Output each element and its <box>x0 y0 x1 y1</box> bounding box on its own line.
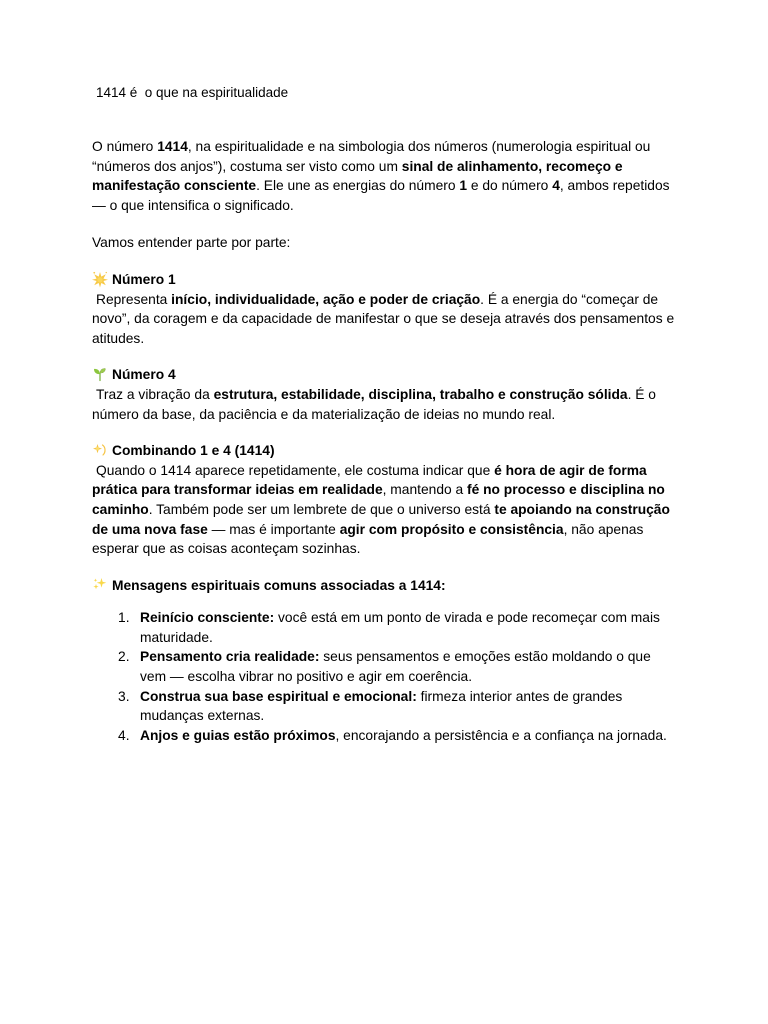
list-item <box>92 608 678 647</box>
section-heading-text: Número 4 <box>112 367 176 383</box>
section-text-2: . É o número da base, da paciência e da materialização de ideias no mundo real. <box>92 386 656 422</box>
section-heading-text: Combinando 1 e 4 (1414) <box>112 443 275 459</box>
section-body-numero-4 <box>92 385 678 424</box>
intro-text-5: , ambos repetidos — o que intensifica o significado. <box>92 178 670 213</box>
list-item-text: , encorajando a persistência e a confiança na jornada. <box>335 727 667 743</box>
comb-text-3: . Também pode ser um lembrete de que o universo está <box>148 501 495 517</box>
section-heading-mensagens <box>92 576 678 596</box>
intro-bold-one: 1 <box>459 178 468 194</box>
section-heading-text: Mensagens espirituais comuns associadas a 1414: <box>112 577 446 593</box>
intro-text-2: , na espiritualidade e na simbologia dos números (numerologia espiritual ou “números dos anjos”), costuma ser visto como um <box>92 139 651 174</box>
section-text-1: Representa <box>96 291 172 307</box>
messages-list <box>92 608 678 745</box>
comb-text-4: — mas é importante <box>207 521 340 537</box>
list-item-text: firmeza interior antes de grandes mudanças externas. <box>140 688 623 724</box>
section-bold-1: início, individualidade, ação e poder de criação <box>171 291 481 307</box>
shooting-star-icon <box>92 442 108 457</box>
section-body-numero-1 <box>92 290 678 349</box>
spacer <box>92 253 678 270</box>
comb-text-2: , mantendo a <box>382 482 468 498</box>
section-body-combinando <box>92 461 678 559</box>
spacer <box>92 215 678 233</box>
sparkles-icon <box>92 577 108 592</box>
intro-bold-signal: sinal de alinhamento, recomeço e manifestação consciente <box>92 158 623 194</box>
section-text-2: . É a energia do “começar de novo”, da coragem e da capacidade de manifestar o que se deseja através dos pensamentos e atitudes. <box>92 291 675 346</box>
intro-text-3: . Ele une as energias do número <box>256 178 460 194</box>
comb-text-1: Quando o 1414 aparece repetidamente, ele costuma indicar que <box>96 462 495 478</box>
spacer <box>92 424 678 441</box>
spacer <box>92 348 678 365</box>
list-item <box>92 647 678 686</box>
list-item-strong: Construa sua base espiritual e emocional: <box>140 688 417 704</box>
glowing-star-icon <box>92 271 108 286</box>
intro-bold-1414: 1414 <box>157 139 188 154</box>
page-title: 1414 é o que na espiritualidade <box>96 85 289 100</box>
intro-text-1: O número <box>92 139 158 154</box>
section-heading-text: Número 1 <box>112 271 176 287</box>
list-item <box>92 687 678 726</box>
comb-bold-4: agir com propósito e consistência <box>339 521 564 537</box>
list-item <box>92 726 678 746</box>
intro-lead-in: Vamos entender parte por parte: <box>92 235 291 251</box>
section-heading-numero-1 <box>92 270 678 290</box>
comb-bold-2: fé no processo e disciplina no caminho <box>92 482 665 517</box>
list-item-text: seus pensamentos e emoções estão moldando o que vem — escolha vibrar no positivo e agir em coerência. <box>140 649 651 685</box>
comb-bold-1: é hora de agir de forma prática para transformar ideias em realidade <box>92 462 647 498</box>
section-text-1: Traz a vibração da <box>96 386 214 402</box>
spacer <box>92 102 678 137</box>
list-item-strong: Anjos e guias estão próximos <box>140 727 336 743</box>
section-heading-combinando <box>92 441 678 461</box>
document-body <box>92 84 678 745</box>
intro-paragraph <box>92 137 678 215</box>
list-item-strong: Pensamento cria realidade: <box>140 649 320 665</box>
spacer <box>92 595 678 608</box>
spacer <box>92 559 678 576</box>
seedling-icon <box>92 366 108 381</box>
comb-text-5: , não apenas esperar que as coisas aconteçam sozinhas. <box>92 521 644 557</box>
section-heading-numero-4 <box>92 365 678 385</box>
list-item-text: você está em um ponto de virada e pode recomeçar com mais maturidade. <box>140 610 660 645</box>
intro-text-4: e do número <box>467 178 553 194</box>
intro-bold-four: 4 <box>552 178 560 194</box>
list-item-strong: Reinício consciente: <box>140 610 275 626</box>
comb-bold-3: te apoiando na construção de uma nova fase <box>92 501 670 537</box>
section-bold-1: estrutura, estabilidade, disciplina, trabalho e construção sólida <box>213 386 628 402</box>
